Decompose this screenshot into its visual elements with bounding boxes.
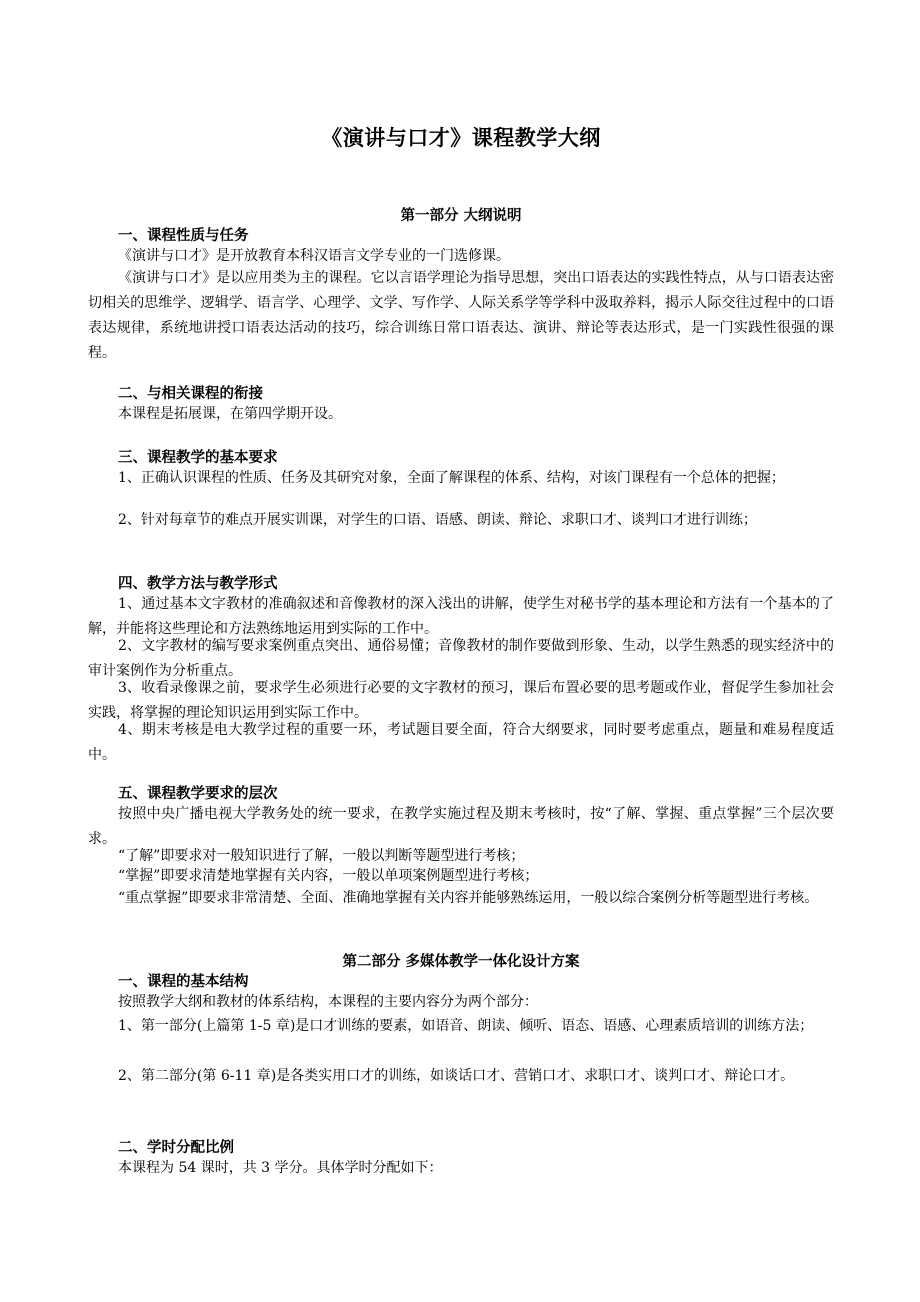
paragraph: 1、第一部分(上篇第 1-5 章)是口才训练的要素，如语音、朗读、倾听、语态、语感、心理素质培训的训练方法； [118, 1018, 814, 1034]
paragraph: 4、期末考核是电大教学过程的重要一环，考试题目要全面，符合大纲要求，同时要考虑重点，题量和难易程度适中。 [88, 722, 834, 763]
paragraph: “重点掌握”即要求非常清楚、全面、准确地掌握有关内容并能够熟练运用，一般以综合案例分析等题型进行考核。 [118, 890, 819, 906]
paragraph: “掌握”即要求清楚地掌握有关内容，一般以单项案例题型进行考核； [118, 868, 539, 884]
paragraph: “了解”即要求对一般知识进行了解，一般以判断等题型进行考核； [118, 848, 525, 864]
part2-section2-title: 二、学时分配比例 [118, 1140, 234, 1156]
part1-section2-title: 二、与相关课程的衔接 [118, 386, 263, 402]
paragraph: 2、针对每章节的难点开展实训课，对学生的口语、语感、朗读、辩论、求职口才、谈判口才进行训练； [118, 512, 757, 528]
paragraph: 本课程是拓展课，在第四学期开设。 [118, 406, 342, 422]
part1-section4-title: 四、教学方法与教学形式 [118, 576, 278, 592]
part1-section1-title: 一、课程性质与任务 [118, 228, 249, 244]
paragraph: 《演讲与口才》是以应用类为主的课程。它以言语学理论为指导思想，突出口语表达的实践性特点，从与口语表达密切相关的思维学、逻辑学、语言学、心理学、文学、写作学、人际关系学等学科中汲取养料，揭示人际交往过程中的口语表达规律，系统地讲授口语表达活动的技巧，综合训练日常口语表达、演讲、辩论等表达形式，是一门实践性很强的课程。 [88, 270, 834, 361]
paragraph: 《演讲与口才》是开放教育本科汉语言文学专业的一门选修课。 [118, 248, 510, 264]
paragraph: 本课程为 54 课时，共 3 学分。具体学时分配如下： [118, 1160, 443, 1176]
paragraph: 按照中央广播电视大学教务处的统一要求，在教学实施过程及期末考核时，按“了解、掌握、重点掌握”三个层次要求。 [88, 806, 834, 847]
document-title: 《演讲与口才》课程教学大纲 [321, 126, 601, 150]
paragraph: 2、文字教材的编写要求案例重点突出、通俗易懂；音像教材的制作要做到形象、生动，以学生熟悉的现实经济中的审计案例作为分析重点。 [88, 638, 834, 679]
paragraph: 1、正确认识课程的性质、任务及其研究对象，全面了解课程的体系、结构，对该门课程有一个总体的把握； [118, 470, 785, 486]
paragraph: 2、第二部分(第 6-11 章)是各类实用口才的训练，如谈话口才、营销口才、求职口才、谈判口才、辩论口才。 [118, 1068, 795, 1084]
part2-title: 第二部分 多媒体教学一体化设计方案 [342, 954, 580, 970]
paragraph: 按照教学大纲和教材的体系结构，本课程的主要内容分为两个部分： [118, 994, 538, 1010]
part1-section5-title: 五、课程教学要求的层次 [118, 786, 278, 802]
paragraph: 3、收看录像课之前，要求学生必须进行必要的文字教材的预习，课后布置必要的思考题或作业，督促学生参加社会实践，将掌握的理论知识运用到实际工作中。 [88, 680, 834, 721]
part2-section1-title: 一、课程的基本结构 [118, 974, 249, 990]
part1-title: 第一部分 大纲说明 [400, 208, 522, 224]
part1-section3-title: 三、课程教学的基本要求 [118, 450, 278, 466]
paragraph: 1、通过基本文字教材的准确叙述和音像教材的深入浅出的讲解，使学生对秘书学的基本理论和方法有一个基本的了解，并能将这些理论和方法熟练地运用到实际的工作中。 [88, 596, 834, 637]
